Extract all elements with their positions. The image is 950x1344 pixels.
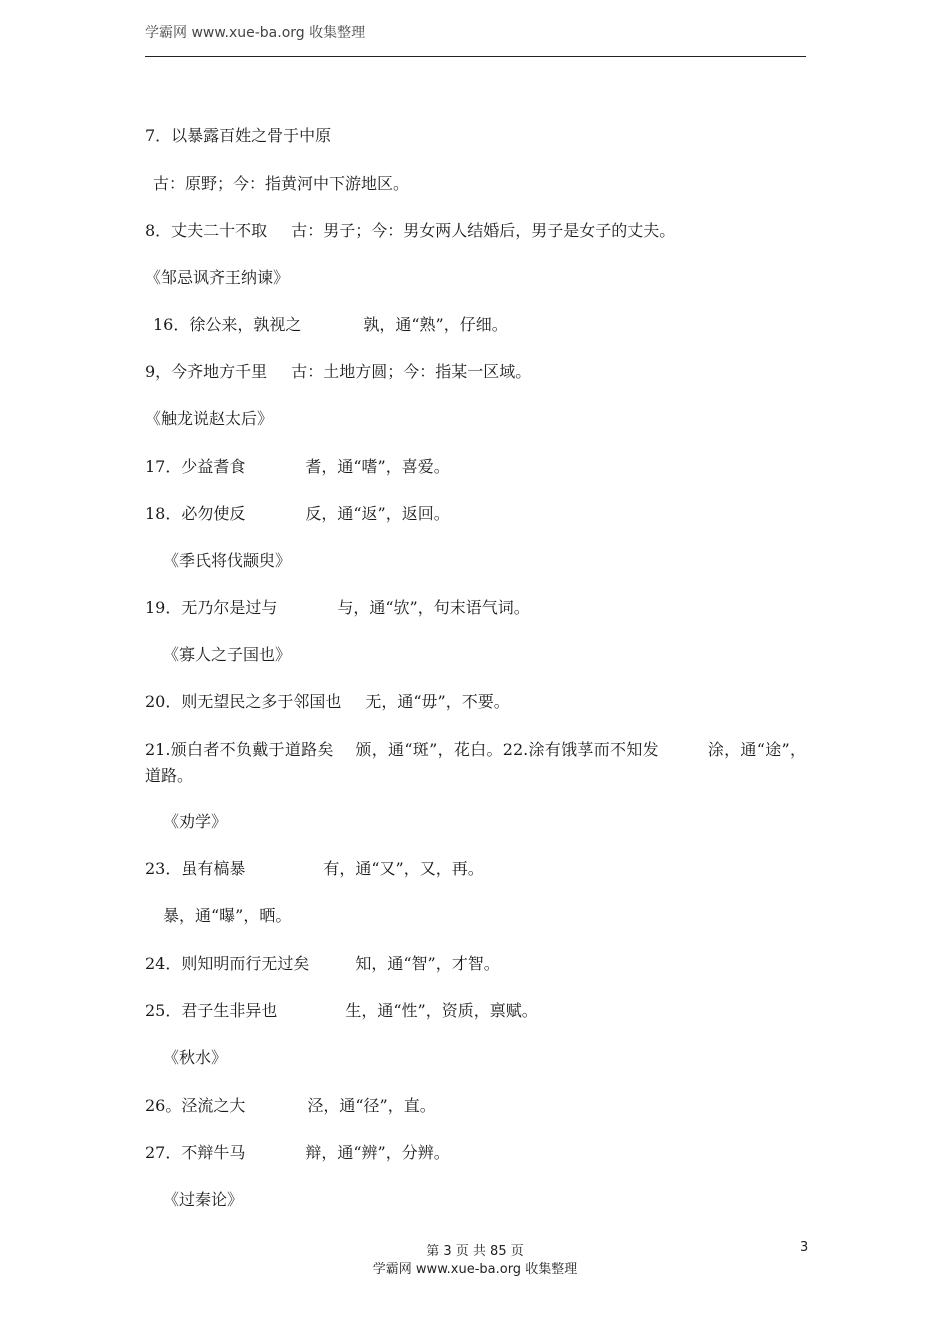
text-line: 25．君子生非异也 生，通“性”，资质，禀赋。 [145, 1001, 538, 1020]
text-line: 26。泾流之大 泾，通“径”，直。 [145, 1096, 436, 1115]
text-line: 17．少益耆食 耆，通“嗜”，喜爱。 [145, 457, 450, 476]
text-line: 古：原野；今：指黄河中下游地区。 [153, 174, 410, 193]
section-title: 《秋水》 [163, 1048, 228, 1067]
page-number: 3 [800, 1240, 809, 1255]
header-site: 学霸网 www.xue-ba.org 收集整理 [145, 25, 366, 41]
section-title: 《寡人之子国也》 [163, 645, 292, 664]
text-paragraph: 21.颁白者不负戴于道路矣 颁，通“斑”，花白。22.涂有饿莩而不知发 涂，通“途”，道路。 [145, 740, 806, 785]
footer-site: 学霸网 www.xue-ba.org 收集整理 [372, 1262, 578, 1277]
text-line: 9，今齐地方千里 古：土地方圆；今：指某一区域。 [145, 362, 532, 381]
text-line: 20．则无望民之多于邻国也 无，通“毋”，不要。 [145, 692, 510, 711]
section-title: 《季氏将伐颛臾》 [163, 551, 292, 570]
footer-page-count: 第 3 页 共 85 页 [426, 1244, 524, 1259]
text-line: 8．丈夫二十不取 古：男子；今：男女两人结婚后，男子是女子的丈夫。 [145, 221, 676, 240]
text-line: 16．徐公来，孰视之 孰，通“熟”，仔细。 [153, 315, 508, 334]
section-title: 《触龙说赵太后》 [145, 409, 274, 428]
text-line: 7．以暴露百姓之骨于中原 [145, 126, 332, 145]
section-title: 《劝学》 [163, 812, 228, 831]
text-line: 18．必勿使反 反，通“返”，返回。 [145, 504, 450, 523]
section-title: 《邹忌讽齐王纳谏》 [145, 268, 290, 287]
text-line: 19．无乃尔是过与 与，通“欤”，句末语气词。 [145, 598, 530, 617]
section-title: 《过秦论》 [163, 1190, 244, 1209]
header-rule [145, 56, 806, 57]
text-line: 暴，通“曝”，晒。 [163, 906, 292, 925]
text-line: 27．不辩牛马 辩，通“辨”，分辨。 [145, 1143, 450, 1162]
text-line: 23．虽有槁暴 有，通“又”，又，再。 [145, 859, 484, 878]
text-line: 24．则知明而行无过矣 知，通“智”，才智。 [145, 954, 500, 973]
